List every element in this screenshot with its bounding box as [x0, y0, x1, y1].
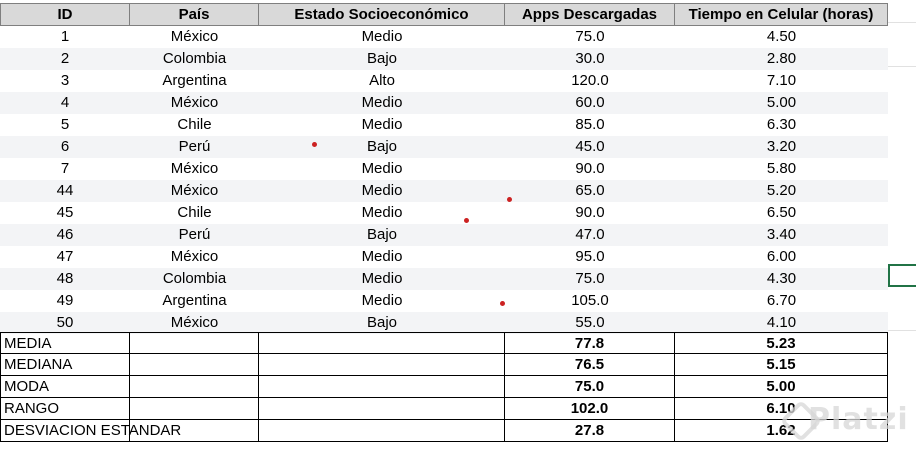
table-row	[0, 48, 888, 70]
annotation-dot	[464, 218, 469, 223]
stat-row	[0, 332, 888, 354]
header-estado[interactable]: Estado Socioeconómico	[259, 4, 505, 26]
cell-id[interactable]: 49	[56, 292, 74, 309]
table-row	[0, 224, 888, 246]
stat-apps[interactable]: 76.5	[505, 354, 675, 376]
cell-estado[interactable]: Bajo	[366, 138, 398, 155]
cell-tiempo[interactable]: 2.80	[766, 50, 797, 67]
stat-label[interactable]: MODA	[0, 376, 130, 398]
table-row	[0, 26, 888, 48]
stat-tiempo[interactable]: 5.00	[675, 376, 888, 398]
cell-apps[interactable]: 90.0	[575, 204, 605, 221]
stat-apps[interactable]: 75.0	[505, 376, 675, 398]
header-pais[interactable]: País	[130, 4, 259, 26]
cell-id[interactable]: 5	[60, 116, 70, 133]
table-row	[0, 114, 888, 136]
cell-pais[interactable]: México	[170, 314, 219, 331]
table-row	[0, 92, 888, 114]
empty-cell[interactable]	[130, 398, 259, 420]
cell-pais[interactable]: Perú	[178, 226, 211, 243]
cell-pais[interactable]: Argentina	[162, 292, 227, 309]
cell-tiempo[interactable]: 3.20	[766, 138, 797, 155]
empty-cell[interactable]	[259, 354, 505, 376]
table-row	[0, 158, 888, 180]
cell-id[interactable]: 48	[56, 270, 74, 287]
cell-apps[interactable]: 65.0	[575, 182, 605, 199]
stat-label[interactable]: DESVIACION ESTANDAR	[0, 420, 130, 442]
cell-estado[interactable]: Medio	[361, 292, 403, 309]
gridline	[888, 22, 916, 23]
stat-tiempo[interactable]: 1.62	[675, 420, 888, 442]
empty-cell[interactable]	[259, 376, 505, 398]
cell-tiempo[interactable]: 5.20	[766, 182, 797, 199]
empty-cell[interactable]	[130, 376, 259, 398]
cell-estado[interactable]: Medio	[361, 182, 403, 199]
gridline	[888, 66, 916, 67]
cell-id[interactable]: 45	[56, 204, 74, 221]
cell-estado[interactable]: Alto	[369, 72, 395, 89]
cell-id[interactable]: 2	[60, 50, 70, 67]
cell-estado[interactable]: Bajo	[366, 314, 398, 331]
cell-id[interactable]: 50	[56, 314, 74, 331]
stat-tiempo[interactable]: 6.10	[675, 398, 888, 420]
stat-row	[0, 354, 888, 376]
selected-cell[interactable]	[888, 264, 916, 287]
empty-cell[interactable]	[259, 398, 505, 420]
cell-tiempo[interactable]: 6.70	[766, 292, 797, 309]
cell-pais[interactable]: México	[170, 182, 219, 199]
stat-apps[interactable]: 77.8	[505, 332, 675, 354]
cell-pais[interactable]: México	[170, 248, 219, 265]
stat-label[interactable]: MEDIA	[0, 332, 130, 354]
cell-apps[interactable]: 95.0	[575, 248, 605, 265]
empty-cell[interactable]	[259, 332, 505, 354]
header-row	[0, 3, 888, 26]
cell-id[interactable]: 4	[60, 94, 70, 111]
cell-estado[interactable]: Medio	[361, 248, 403, 265]
gridline	[888, 330, 916, 331]
cell-tiempo[interactable]: 4.50	[766, 28, 797, 45]
annotation-dot	[312, 142, 317, 147]
cell-id[interactable]: 47	[56, 248, 74, 265]
cell-id[interactable]: 44	[56, 182, 74, 199]
cell-tiempo[interactable]: 6.00	[766, 248, 797, 265]
header-apps[interactable]: Apps Descargadas	[505, 4, 675, 26]
cell-tiempo[interactable]: 5.00	[766, 94, 797, 111]
cell-id[interactable]: 46	[56, 226, 74, 243]
cell-apps[interactable]: 60.0	[575, 94, 605, 111]
cell-tiempo[interactable]: 3.40	[766, 226, 797, 243]
cell-estado[interactable]: Medio	[361, 28, 403, 45]
cell-apps[interactable]: 75.0	[575, 28, 605, 45]
cell-pais[interactable]: Argentina	[162, 72, 227, 89]
annotation-dot	[500, 301, 505, 306]
cell-id[interactable]: 7	[60, 160, 70, 177]
cell-pais[interactable]: México	[170, 94, 219, 111]
empty-cell[interactable]	[130, 354, 259, 376]
cell-tiempo[interactable]: 6.30	[766, 116, 797, 133]
cell-pais[interactable]: Colombia	[162, 270, 227, 287]
table-row	[0, 70, 888, 92]
cell-tiempo[interactable]: 4.10	[766, 314, 797, 331]
table-row	[0, 180, 888, 202]
cell-estado[interactable]: Medio	[361, 270, 403, 287]
cell-tiempo[interactable]: 4.30	[766, 270, 797, 287]
watermark: Platzi	[808, 402, 909, 437]
stat-apps[interactable]: 102.0	[505, 398, 675, 420]
cell-estado[interactable]: Medio	[361, 160, 403, 177]
empty-cell[interactable]	[130, 332, 259, 354]
header-tiempo[interactable]: Tiempo en Celular (horas)	[675, 4, 888, 26]
table-row	[0, 136, 888, 158]
cell-id[interactable]: 6	[60, 138, 70, 155]
cell-estado[interactable]: Bajo	[366, 226, 398, 243]
annotation-dot	[507, 197, 512, 202]
table-row	[0, 202, 888, 224]
cell-tiempo[interactable]: 5.80	[766, 160, 797, 177]
stat-row	[0, 376, 888, 398]
cell-apps[interactable]: 45.0	[575, 138, 605, 155]
header-id[interactable]: ID	[0, 4, 130, 26]
stat-tiempo[interactable]: 5.23	[675, 332, 888, 354]
stat-apps[interactable]: 27.8	[505, 420, 675, 442]
cell-apps[interactable]: 85.0	[575, 116, 605, 133]
cell-pais[interactable]: Colombia	[162, 50, 227, 67]
empty-cell[interactable]	[259, 420, 505, 442]
stat-row	[0, 420, 888, 442]
table-row	[0, 246, 888, 268]
stat-row	[0, 398, 888, 420]
cell-tiempo[interactable]: 7.10	[766, 72, 797, 89]
stat-label[interactable]: MEDIANA	[0, 354, 130, 376]
cell-apps[interactable]: 30.0	[575, 50, 605, 67]
cell-tiempo[interactable]: 6.50	[766, 204, 797, 221]
cell-id[interactable]: 1	[60, 28, 70, 45]
cell-pais[interactable]: México	[170, 28, 219, 45]
cell-estado[interactable]: Medio	[361, 116, 403, 133]
cell-apps[interactable]: 75.0	[575, 270, 605, 287]
table-row	[0, 290, 888, 312]
cell-pais[interactable]: Perú	[178, 138, 211, 155]
cell-estado[interactable]: Bajo	[366, 50, 398, 67]
cell-apps[interactable]: 105.0	[571, 292, 609, 309]
cell-pais[interactable]: Chile	[177, 204, 212, 221]
cell-apps[interactable]: 47.0	[575, 226, 605, 243]
cell-id[interactable]: 3	[60, 72, 70, 89]
cell-apps[interactable]: 55.0	[575, 314, 605, 331]
cell-estado[interactable]: Medio	[361, 204, 403, 221]
cell-apps[interactable]: 120.0	[571, 72, 609, 89]
stat-label[interactable]: RANGO	[0, 398, 130, 420]
table-row	[0, 312, 888, 334]
cell-apps[interactable]: 90.0	[575, 160, 605, 177]
cell-pais[interactable]: Chile	[177, 116, 212, 133]
stat-tiempo[interactable]: 5.15	[675, 354, 888, 376]
table-row	[0, 268, 888, 290]
cell-estado[interactable]: Medio	[361, 94, 403, 111]
cell-pais[interactable]: México	[170, 160, 219, 177]
